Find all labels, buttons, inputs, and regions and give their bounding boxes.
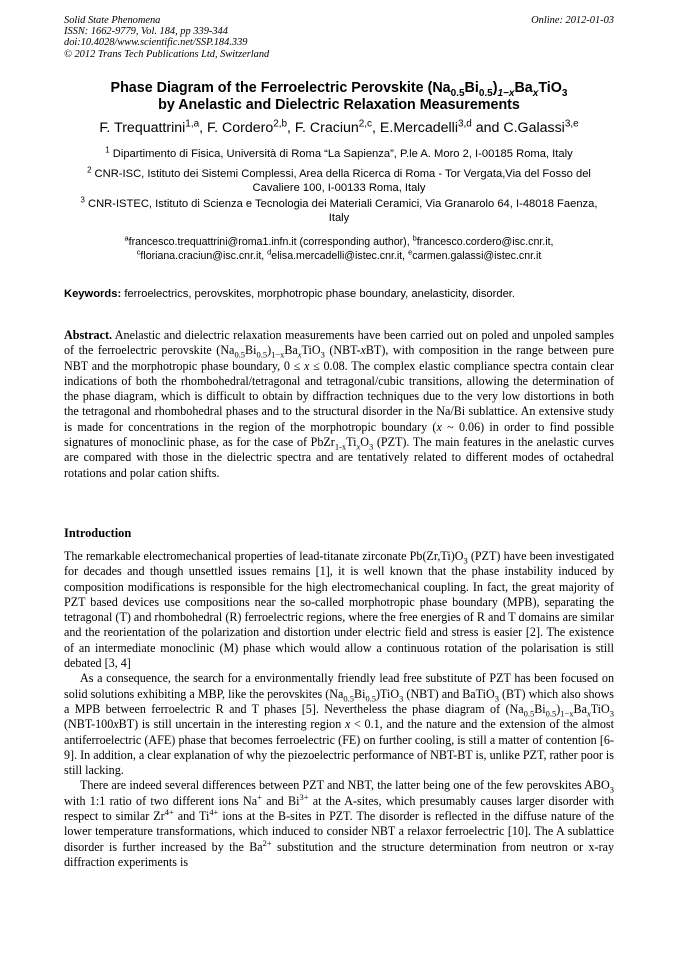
paragraph: As a consequence, the search for a environmentally friendly lead free substitute of PZT has been focused on solid solutions exhibiting a MBP, like the perovskites $(Na_{0.5}Bi_{0.5})TiO_3$ (NBT) and BaTiO$_3$ (BT) which also shows a MPB between ferroelectric R and T phases [5]. Nevertheless the phase diagram of $(Na_{0.5}Bi_{0.5})_{1-x}Ba_xTiO_3$ (NBT-100xBT) is still uncertain in the interesting region x < 0.1, and the nature and the extension of the almost antiferroelectric (AFE) phase that becomes ferroelectric (FE) on further cooling, is still a matter of contention [6-9]. In addition, a clear explanation of why the piezoelectric performance of NBT-BT is, unlike PZT, rather poor is still lacking. — [64, 671, 614, 778]
doi-line: doi:10.4028/www.scientific.net/SSP.184.339 — [64, 37, 248, 49]
title-line-1: Phase Diagram of the Ferroelectric Perovskite $(Na_{0.5}Bi_{0.5})_{1-x}Ba_xTiO_3$ — [110, 80, 568, 99]
abstract-label: Abstract. — [64, 328, 113, 342]
paper-title — [40, 80, 638, 114]
journal-header — [64, 15, 614, 60]
affiliation-1: $^1$ Dipartimento di Fisica, Università di Roma “La Sapienza”, P.le A. Moro 2, I-00185 Roma, Italy — [105, 145, 573, 160]
email-d[interactable]: elisa.mercadelli@istec.cnr.it, — [271, 249, 406, 262]
issn-line: ISSN: 1662-9779, Vol. 184, pp 339-344 — [64, 26, 228, 38]
title-line-2: by Anelastic and Dielectric Relaxation Measurements — [158, 97, 520, 113]
introduction-body — [64, 549, 614, 870]
affiliation-3: $^3$ CNR-ISTEC, Istituto di Scienza e Tecnologia dei Materiali Ceramici, Via Granarolo 64, I-48018 Faenza, Italy — [80, 195, 598, 224]
keywords-label: Keywords: — [64, 288, 122, 300]
online-date: Online: 2012-01-03 — [531, 15, 614, 26]
author-list — [40, 120, 638, 137]
email-a[interactable]: francesco.trequattrini@roma1.infn.it (corresponding author), — [128, 236, 410, 248]
email-b[interactable]: francesco.cordero@isc.cnr.it, — [416, 236, 554, 248]
email-list: $^a$francesco.trequattrini@roma1.infn.it (corresponding author), $^b$francesco.cordero@isc.cnr.it, $^c$floriana.craciun@isc.cnr.it, $^d$elisa.mercadelli@istec.cnr.it, $^e$carmen.galassi@istec.cnr.it — [124, 233, 554, 262]
journal-name: Solid State Phenomena — [64, 15, 161, 26]
author: F. Craciun$^{2,c}$, — [294, 118, 380, 136]
affiliation-2: $^2$ CNR-ISC, Istituto dei Sistemi Complessi, Area della Ricerca di Roma - Tor Vergata,Via del Fosso del Cavaliere 100, I-00133 Roma, Italy — [87, 165, 591, 194]
author: F. Trequattrini$^{1,a}$, — [99, 118, 207, 136]
keywords — [64, 288, 614, 302]
author: C.Galassi$^{3,e}$ — [503, 118, 579, 136]
email-c[interactable]: floriana.craciun@isc.cnr.it, — [140, 249, 265, 262]
author: F. Cordero$^{2,b}$, — [206, 118, 295, 136]
copyright-line: © 2012 Trans Tech Publications Ltd, Switzerland — [64, 48, 270, 60]
paragraph: There are indeed several differences between PZT and NBT, the latter being one of the few perovskites $ABO_3$ with 1:1 ratio of two different ions Na+ and $Bi^{3+}$ at the A-sites, which presumably causes larger disorder with respect to similar $Zr^{4+}$ and $Ti^{4+}$ ions at the B-sites in PZT. The disorder is reflected in the diffuse nature of the lower temperature transformations, which induced to consider NBT a relaxor ferroelectric [10]. The A sublattice disorder is further increased by the $Ba^{2+}$ substitution and the structure determination from neutron or x-ray diffraction experiments is — [64, 778, 615, 869]
email-e[interactable]: carmen.galassi@istec.cnr.it — [412, 249, 542, 262]
section-heading-introduction: Introduction — [64, 526, 132, 540]
paragraph: The remarkable electromechanical properties of lead-titanate zirconate $Pb(Zr,Ti)O_3$ (PZT) have been investigated for decades and though unsettled issues remains [1], it is well known that the phase instability induced by composition modifications is responsible for the high electromechanical coupling. In fact, the great majority of PZT based devices use compositions near the so-called morphotropic phase boundary (MPB), separating the tetragonal (T) and rhombohedral (R) ferroelectric regions, where the free energies of R and T domains are similar and the reorientation of the polarization and distortion under electric field and stress is easier [2]. The existence of an intermediate monoclinic (M) phase which would allow a continuous rotation of the polarisation is still debated [3, 4] — [64, 549, 614, 671]
abstract: Abstract. Anelastic and dielectric relaxation measurements have been carried out on poled and unpoled samples of the ferroelectric perovskite $(Na_{0.5}Bi_{0.5})_{1-x}Ba_xTiO_3$ (NBT-xBT), with composition in the range between pure NBT and the morphotropic phase boundary, 0 ≤ x ≤ 0.08. The complex elastic compliance spectra contain clear indications of both the rhombohedral/tetragonal and tetragonal/cubic transitions, allowing the determination of the phase diagram, which is difficult to obtain by diffraction techniques due to the very low distortions in both the tetragonal and rhombohedral phases and to the structural disorder in the Na/Bi sublattice. An extensive study is made for concentrations in the region of the morphotropic boundary (x ~ 0.06) in order to find possible signatures of monoclinic phase, as for the case of $PbZr_{1-x}Ti_xO_3$ (PZT). The main features in the anelastic curves are compared with those in the dielectric spectra and are tentatively related to different modes of octahedral rotations and polar cation shifts. — [64, 328, 615, 480]
keywords-text: ferroelectrics, perovskites, morphotropic phase boundary, anelasticity, disorder. — [124, 288, 516, 300]
author: E.Mercadelli$^{3,d}$ and — [379, 118, 504, 136]
